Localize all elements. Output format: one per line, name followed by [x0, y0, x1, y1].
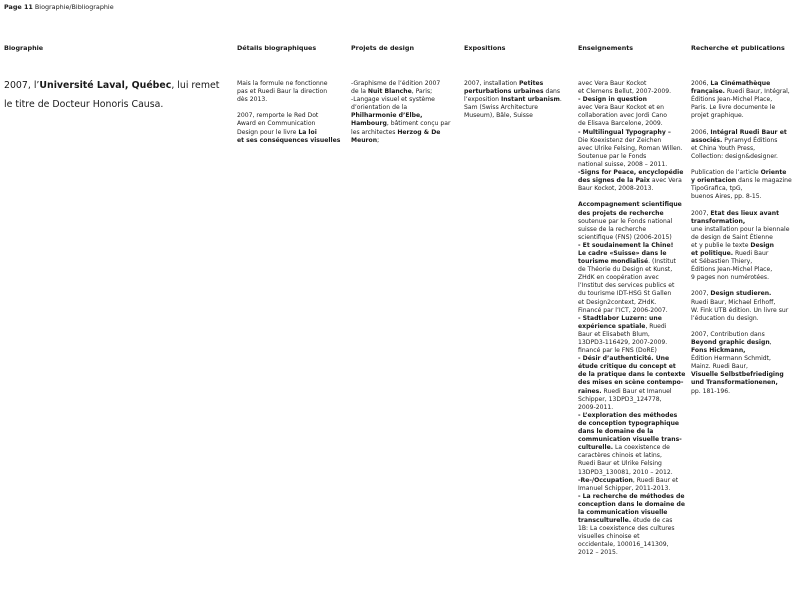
text: Sam (Swiss Architecture: [464, 104, 538, 112]
paragraph: [578, 201, 690, 557]
heading-enseignements: Enseignements: [578, 44, 634, 52]
text: , lui remet le titre de Docteur Honoris Causa.: [4, 80, 220, 110]
paragraph: [691, 169, 799, 201]
text-line: [691, 307, 799, 315]
paragraph-gap: [691, 161, 799, 169]
bold-text: conception dans le domaine de: [578, 500, 685, 508]
paragraph: [464, 80, 574, 120]
text: avec Ulrike Felsing, Roman Willen.: [578, 144, 683, 152]
text-line: [691, 80, 799, 88]
paragraph-gap: [691, 282, 799, 290]
text: Collection: design&designer.: [691, 152, 778, 160]
text-line: [578, 541, 690, 549]
text: buenos Aires, pp. 8-15.: [691, 193, 762, 201]
paragraph-gap: [691, 201, 799, 209]
text-line: [578, 129, 690, 137]
bold-text: Instant urbanism: [500, 96, 560, 104]
paragraph: [691, 331, 799, 396]
text: 2006,: [691, 80, 711, 87]
expositions-body: [464, 80, 574, 120]
text-line: [578, 169, 690, 177]
text: suisse de la recherche: [578, 225, 647, 233]
bold-text: -Signs for Peace, encyclopédie: [578, 169, 684, 177]
text-line: [691, 388, 799, 396]
text: l’Institut des services publics et: [578, 282, 675, 290]
heading-biographie: Biographie: [4, 44, 44, 52]
text-line: [237, 88, 347, 96]
text: et Sébastien Thiery,: [691, 258, 753, 266]
paragraph-gap: [237, 104, 347, 112]
text-line: [578, 339, 690, 347]
text: Baur Kockot, 2008-2013.: [578, 185, 654, 193]
heading-expositions: Expositions: [464, 44, 506, 52]
text: l’exposition: [464, 96, 501, 104]
text: 2007,: [691, 290, 711, 298]
text-line: [691, 299, 799, 307]
bold-text: française.: [691, 88, 725, 96]
text-line: [578, 153, 690, 161]
biographie-text: [4, 76, 229, 114]
text-line: [351, 129, 461, 137]
text-line: [691, 290, 799, 298]
text-line: [578, 323, 690, 331]
text: national suisse, 2008 – 2011.: [578, 160, 668, 168]
text: pp. 181-196.: [691, 387, 731, 395]
text: Éditions Jean-Michel Place,: [691, 96, 773, 104]
text: Paris. Le livre documente le: [691, 104, 776, 112]
bold-text: Meuron: [351, 136, 378, 144]
text-line: [578, 525, 690, 533]
text-line: [691, 218, 799, 226]
bold-text: des mises en scène contempo-: [578, 379, 684, 387]
text-line: [691, 96, 799, 104]
page-header: [4, 3, 114, 11]
heading-projets: Projets de design: [351, 44, 414, 52]
text: Design pour le livre: [237, 128, 299, 136]
text-line: [691, 234, 799, 242]
bold-text: étude critique du concept et: [578, 363, 676, 371]
text: caractères chinois et latins,: [578, 452, 662, 460]
text-line: [578, 218, 690, 226]
bold-text: La Cinémathèque: [710, 80, 771, 87]
text: Ruedi Baur, Michael Erlhoff,: [691, 298, 776, 306]
text-line: [691, 226, 799, 234]
text-line: [691, 153, 799, 161]
text-line: [691, 258, 799, 266]
bold-text: - La recherche de méthodes de: [578, 492, 685, 500]
text-line: [691, 363, 799, 371]
paragraph-gap: [691, 120, 799, 128]
text-line: [578, 161, 690, 169]
text: 13DPD3-116429, 2007-2009.: [578, 339, 668, 346]
text-line: [578, 460, 690, 468]
bold-text: - L’exploration des méthodes: [578, 411, 678, 419]
text: Mais la formule ne fonctionne: [237, 80, 328, 87]
text-line: [578, 282, 690, 290]
bold-text: - Design in question: [578, 96, 647, 104]
bold-text: - Multilingual Typography –: [578, 128, 671, 136]
bold-text: La loi: [298, 128, 317, 136]
text-line: [691, 193, 799, 201]
text-line: [578, 331, 690, 339]
text: Award en Communication: [237, 120, 316, 128]
text-line: [351, 88, 461, 96]
text-line: [464, 96, 574, 104]
paragraph: [691, 80, 799, 120]
text-line: [691, 379, 799, 387]
bold-text: Philharmonie d’Elbe,: [351, 112, 423, 120]
bold-text: Le cadre «Suisse» dans le: [578, 249, 667, 257]
bold-text: associés.: [691, 136, 723, 144]
page-label: Page 11: [4, 3, 33, 11]
text-line: [578, 493, 690, 501]
text: Schipper, 13DPD3_124778,: [578, 395, 662, 403]
text: 2007, Contribution dans: [691, 330, 765, 338]
text-line: [691, 88, 799, 96]
text-line: [578, 177, 690, 185]
bold-text: Design: [750, 241, 774, 249]
text: -Langage visuel et système: [351, 96, 435, 104]
text-line: [691, 331, 799, 339]
text-line: [578, 412, 690, 420]
text-line: [578, 347, 690, 355]
text-line: [578, 509, 690, 517]
text: avec Vera Baur Kockot: [578, 80, 647, 87]
text: avec Vera Baur Kockot et en: [578, 104, 665, 112]
bold-text: Accompagnement scientifique: [578, 201, 682, 209]
text: et Design2context, ZHdK.: [578, 298, 657, 306]
text-line: [351, 104, 461, 112]
text-line: [578, 290, 690, 298]
text: de la: [351, 88, 368, 96]
text-line: [691, 347, 799, 355]
text-line: [691, 185, 799, 193]
text: dans: [543, 88, 561, 96]
text-line: [578, 363, 690, 371]
text: ;: [377, 136, 380, 144]
bold-text: communication visuelle trans-: [578, 436, 682, 444]
paragraph-gap: [691, 323, 799, 331]
text: dans le magazine: [736, 177, 792, 185]
text-line: [578, 112, 690, 120]
text: pas et Ruedi Baur la direction: [237, 88, 328, 96]
text: Soutenue par le Fonds: [578, 152, 647, 160]
text: et Clemens Bellut, 2007-2009.: [578, 88, 672, 96]
bold-text: Etat des lieux avant: [710, 209, 780, 217]
text: 2007,: [691, 209, 711, 217]
text-line: [691, 112, 799, 120]
bold-text: des signes de la Paix: [578, 177, 650, 185]
text: 2007, installation: [464, 80, 519, 87]
text: de Théorie du Design et Kunst,: [578, 266, 673, 274]
bold-text: -Re-/Occupation: [578, 476, 633, 484]
text: d’orientation de la: [351, 104, 408, 112]
text: , bâtiment conçu par: [386, 120, 451, 128]
paragraph: [691, 290, 799, 322]
bold-text: Beyond graphic design: [691, 339, 770, 346]
text-line: [691, 315, 799, 323]
details-body: [237, 80, 347, 145]
text-line: [578, 420, 690, 428]
bold-text: dans le domaine de la: [578, 428, 654, 436]
text-line: [578, 452, 690, 460]
text: , Ruedi: [645, 322, 667, 330]
paragraph: [237, 80, 347, 104]
bold-text: Visuelle Selbstbefriediging: [691, 371, 784, 379]
text-line: [578, 96, 690, 104]
text: projet graphique.: [691, 112, 744, 120]
text: Ruedi Baur et Imanuel: [601, 387, 672, 395]
text: Mainz. Ruedi Baur,: [691, 363, 748, 371]
text-line: [691, 104, 799, 112]
bold-text: perturbations urbaines: [464, 88, 544, 96]
bold-text: de conception typographique: [578, 419, 680, 427]
text-line: [578, 88, 690, 96]
projets-body: [351, 80, 461, 145]
text-line: [691, 242, 799, 250]
page-section: Biographie/Bibliographie: [34, 3, 114, 11]
text-line: [691, 210, 799, 218]
text: de design de Saint Étienne: [691, 233, 773, 241]
text-line: [578, 485, 690, 493]
text-line: [691, 137, 799, 145]
text-line: [237, 120, 347, 128]
heading-recherche: Recherche et publications: [691, 44, 785, 52]
bold-text: Design studieren.: [710, 290, 772, 298]
text-line: [464, 88, 574, 96]
text: une installation pour la biennale: [691, 225, 790, 233]
text-line: [578, 315, 690, 323]
text-line: [237, 80, 347, 88]
text: Die Koexistenz der Zeichen: [578, 136, 662, 144]
text-line: [351, 80, 461, 88]
text: 2007, l’: [4, 80, 40, 91]
bold-text: y orientacion: [691, 177, 737, 185]
text: et China Youth Press,: [691, 144, 756, 152]
text-line: [578, 428, 690, 436]
text-line: [578, 234, 690, 242]
text: , Ruedi Baur et: [632, 476, 679, 484]
text: Éditions Jean-Michel Place,: [691, 266, 773, 274]
bold-text: Oriente: [760, 169, 787, 177]
text-line: [351, 96, 461, 104]
text: scientifique (FNS) (2006-2015): [578, 233, 672, 241]
text: Imanuel Schipper, 2011-2013.: [578, 484, 671, 492]
bold-text: - Désir d’authenticité. Une: [578, 355, 670, 363]
text: -Graphisme de l’édition 2007: [351, 80, 441, 87]
bold-text: tourisme mondialisé: [578, 258, 649, 266]
bold-text: Herzog & De: [397, 128, 441, 136]
text-line: [691, 371, 799, 379]
text-line: [578, 201, 690, 209]
text-line: [351, 137, 461, 145]
text-line: [578, 145, 690, 153]
text: 2006,: [691, 128, 711, 136]
bold-text: Nuit Blanche: [367, 88, 412, 96]
bold-text: de la pratique dans le contexte: [578, 371, 686, 379]
text-line: [464, 112, 574, 120]
text-line: [578, 80, 690, 88]
text-line: [691, 169, 799, 177]
text-line: [578, 396, 690, 404]
text-line: [578, 120, 690, 128]
text-line: [691, 355, 799, 363]
bold-text: - Stadtlabor Luzern: une: [578, 314, 662, 322]
text-line: [691, 250, 799, 258]
text: visuelles chinoise et: [578, 533, 640, 541]
text-line: [237, 137, 347, 145]
text: Baur et Elisabeth Blum,: [578, 330, 650, 338]
text: Pyramyd Éditions: [722, 136, 778, 144]
text: du tourisme IDT-HSG St Gallen: [578, 290, 672, 298]
text: étude de cas: [631, 517, 673, 525]
bold-text: expérience spatiale: [578, 322, 646, 330]
bold-text: transformation,: [691, 217, 746, 225]
text: dès 2013.: [237, 96, 268, 104]
text: 2007, remporte le Red Dot: [237, 112, 319, 120]
text-line: [578, 436, 690, 444]
paragraph: [578, 80, 690, 193]
text-line: [578, 242, 690, 250]
text: W. Fink UTB édition. Un livre sur: [691, 306, 789, 314]
text-line: [578, 226, 690, 234]
text: l’éducation du design.: [691, 314, 759, 322]
text-line: [578, 307, 690, 315]
text: Publication de l’article: [691, 169, 761, 177]
text-line: [691, 145, 799, 153]
text-line: [578, 274, 690, 282]
text-line: [691, 177, 799, 185]
text: Financé par l’ICT, 2006-2007.: [578, 306, 668, 314]
bold-text: Intégral Ruedi Baur et: [710, 128, 787, 136]
bold-text: et ses conséquences visuelles: [237, 136, 341, 144]
text: 9 pages non numérotées.: [691, 274, 770, 282]
heading-details: Détails biographiques: [237, 44, 317, 52]
text: financé par le FNS (DoRE): [578, 347, 657, 355]
text-line: [578, 549, 690, 557]
text-line: [237, 129, 347, 137]
text: les architectes: [351, 128, 398, 136]
text: collaboration avec Jordi Cano: [578, 112, 668, 120]
text: Ruedi Baur: [733, 249, 769, 257]
paragraph: [691, 210, 799, 283]
text: de Elisava Barcelone, 2009.: [578, 120, 663, 128]
text-line: [578, 517, 690, 525]
text: Museum), Bâle, Suisse: [464, 112, 533, 120]
bold-text: Fons Hickmann,: [691, 347, 746, 355]
text: La coexistence de: [613, 444, 670, 452]
text-line: [578, 104, 690, 112]
text: avec Vera: [649, 177, 682, 185]
paragraph-gap: [578, 193, 690, 201]
text-line: [578, 210, 690, 218]
text: Ruedi Baur et Ulrike Felsing: [578, 460, 662, 468]
bold-text: transculturelle.: [578, 517, 632, 525]
text-line: [691, 274, 799, 282]
bold-text: des projets de recherche: [578, 209, 664, 217]
text-line: [691, 129, 799, 137]
text: 2012 – 2015.: [578, 549, 618, 557]
bold-text: - Et soudainement la Chine!: [578, 241, 674, 249]
recherche-body: [691, 80, 799, 396]
text-line: [691, 339, 799, 347]
text-line: [237, 112, 347, 120]
text-line: [578, 379, 690, 387]
text-line: [578, 388, 690, 396]
text-line: [464, 80, 574, 88]
bold-text: la communication visuelle: [578, 508, 668, 516]
text-line: [578, 250, 690, 258]
text-line: [578, 137, 690, 145]
text: .: [559, 96, 562, 104]
text: TipoGrafica, tpG,: [691, 185, 743, 193]
text-line: [578, 477, 690, 485]
text-line: [351, 120, 461, 128]
text-line: [578, 501, 690, 509]
paragraph: [351, 80, 461, 145]
paragraph: [691, 129, 799, 161]
paragraph: [237, 112, 347, 144]
text: ,: [769, 339, 772, 346]
text: et y publie le texte: [691, 241, 751, 249]
text-line: [578, 185, 690, 193]
text: , Paris;: [411, 88, 433, 96]
text: Ruedi Baur, Intégral,: [725, 88, 790, 96]
enseignements-body: [578, 80, 690, 558]
text: 2009-2011.: [578, 403, 614, 411]
text-line: [578, 469, 690, 477]
text: Édition Hermann Schmidt,: [691, 355, 771, 363]
bold-text: Université Laval, Québec: [39, 80, 172, 91]
text-line: [237, 96, 347, 104]
bold-text: culturelle.: [578, 444, 614, 452]
text: . (Institut: [648, 258, 676, 266]
text: soutenue par le Fonds national: [578, 217, 673, 225]
text-line: [578, 404, 690, 412]
text: occidentale, 100016_141309,: [578, 541, 669, 549]
bold-text: et politique.: [691, 249, 734, 257]
bold-text: Petites: [518, 80, 544, 87]
text: ZHdK en coopération avec: [578, 274, 659, 282]
bold-text: raines.: [578, 387, 602, 395]
text: 13DPD3_130081, 2010 – 2012.: [578, 468, 673, 476]
text-line: [578, 299, 690, 307]
bold-text: und Transformationenen,: [691, 379, 778, 387]
bold-text: Hambourg: [351, 120, 387, 128]
text-line: [578, 533, 690, 541]
text-line: [578, 258, 690, 266]
text: 1B: La coexistence des cultures: [578, 525, 675, 533]
